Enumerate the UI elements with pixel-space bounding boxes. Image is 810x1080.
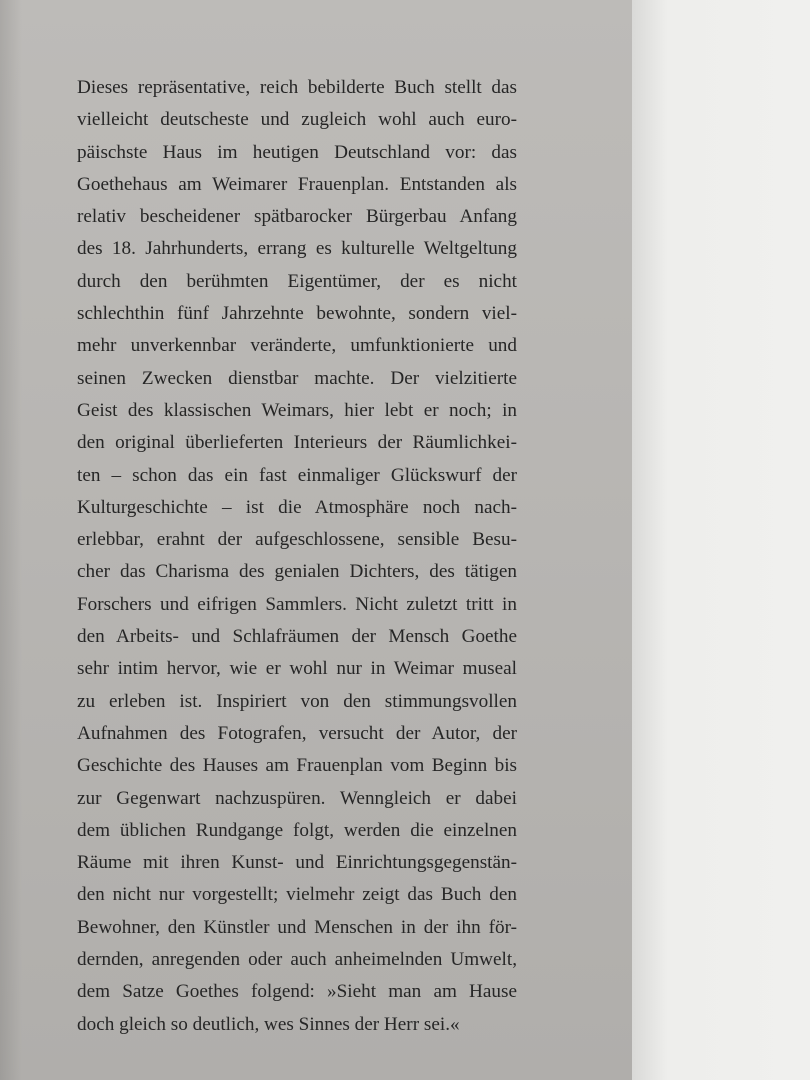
blurb-line: cher das Charisma des genialen Dichters, des tätigen <box>77 561 517 583</box>
blurb-line: dem üblichen Rundgange folgt, werden die einzelnen <box>77 819 517 841</box>
blurb-line: dernden, anregenden oder auch anheimelnden Umwelt, <box>77 949 517 971</box>
blurb-line: zur Gegenwart nachzuspüren. Wenngleich er dabei <box>77 787 517 809</box>
blurb-line: Forschers und eifrigen Sammlers. Nicht zuletzt tritt in <box>77 593 517 615</box>
background-page <box>632 0 810 1080</box>
blurb-line: schlechthin fünf Jahrzehnte bewohnte, sondern viel- <box>77 303 517 325</box>
blurb-line: den original überlieferten Interieurs der Räumlichkei- <box>77 432 517 454</box>
blurb-line: sehr intim hervor, wie er wohl nur in Weimar museal <box>77 658 517 680</box>
blurb-line: mehr unverkennbar veränderte, umfunktionierte und <box>77 335 517 357</box>
blurb-line: Dieses repräsentative, reich bebilderte Buch stellt das <box>77 77 517 98</box>
blurb-line: des 18. Jahrhunderts, errang es kulturelle Weltgeltung <box>77 238 517 260</box>
blurb-text <box>77 72 517 1041</box>
blurb-line: Räume mit ihren Kunst- und Einrichtungsgegenstän- <box>77 852 517 874</box>
blurb-line: Aufnahmen des Fotografen, versucht der Autor, der <box>77 722 517 744</box>
blurb-line: päischste Haus im heutigen Deutschland vor: das <box>77 141 517 163</box>
blurb-line: doch gleich so deutlich, wes Sinnes der Herr sei.« <box>77 1013 460 1035</box>
blurb-line: Geist des klassischen Weimars, hier lebt er noch; in <box>77 399 517 421</box>
blurb-line: durch den berühmten Eigentümer, der es nicht <box>77 270 517 292</box>
blurb-line: ten – schon das ein fast einmaliger Glückswurf der <box>77 464 517 486</box>
blurb-line: dem Satze Goethes folgend: »Sieht man am Hause <box>77 981 517 1003</box>
blurb-line: Kulturgeschichte – ist die Atmosphäre noch nach- <box>77 496 517 518</box>
blurb-line: Geschichte des Hauses am Frauenplan vom Beginn bis <box>77 755 517 777</box>
blurb-line: relativ bescheidener spätbarocker Bürgerbau Anfang <box>77 206 517 228</box>
blurb-line: zu erleben ist. Inspiriert von den stimmungsvollen <box>77 690 517 712</box>
blurb-line: Bewohner, den Künstler und Menschen in der ihn för- <box>77 916 517 938</box>
blurb-line: Goethehaus am Weimarer Frauenplan. Entstanden als <box>77 173 517 195</box>
blurb-line: seinen Zwecken dienstbar machte. Der vielzitierte <box>77 367 517 389</box>
blurb-line: vielleicht deutscheste und zugleich wohl auch euro- <box>77 109 517 131</box>
blurb-line: den nicht nur vorgestellt; vielmehr zeigt das Buch den <box>77 884 517 906</box>
blurb-line: den Arbeits- und Schlafräumen der Mensch Goethe <box>77 626 517 648</box>
blurb-line: erlebbar, erahnt der aufgeschlossene, sensible Besu- <box>77 529 517 551</box>
